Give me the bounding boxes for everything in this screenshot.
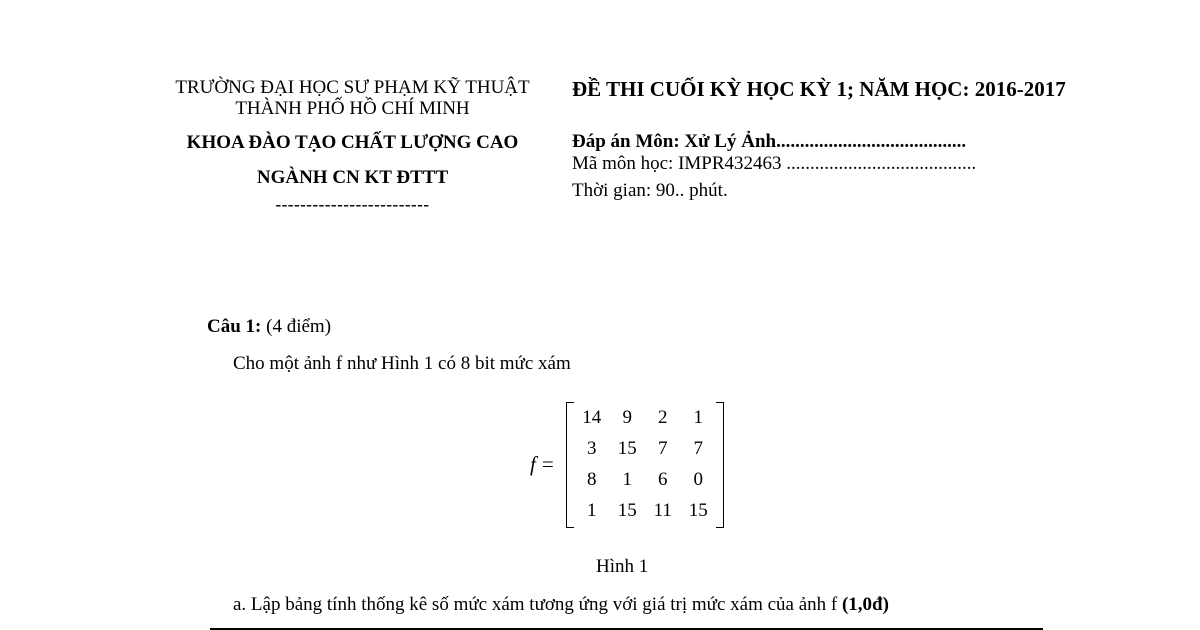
matrix-cell: 15 [617, 437, 637, 459]
answer-subject: Đáp án Môn: Xử Lý Ảnh........................................ [572, 131, 967, 152]
matrix-variable: f [530, 452, 536, 476]
left-header-block [150, 77, 555, 215]
question-number: Câu 1: [207, 316, 262, 337]
course-code: Mã môn học: IMPR432463 ........................................ [572, 153, 977, 174]
faculty-name: KHOA ĐÀO TẠO CHẤT LƯỢNG CAO [186, 132, 519, 153]
matrix-cell: 1 [693, 406, 703, 428]
matrix-right-bracket [716, 402, 724, 528]
matrix-cell: 7 [693, 437, 703, 459]
question-points: (4 điểm) [261, 316, 332, 337]
question-heading [207, 316, 331, 338]
matrix-cell: 2 [658, 406, 668, 428]
part-a-question [233, 594, 889, 616]
major-name: NGÀNH CN KT ĐTTT [256, 167, 449, 188]
matrix-cell: 15 [617, 499, 637, 521]
matrix-left-bracket [566, 402, 574, 528]
matrix-label [530, 452, 554, 477]
matrix-cell: 15 [688, 499, 708, 521]
school-name-line2: THÀNH PHỐ HỒ CHÍ MINH [235, 98, 470, 119]
matrix-cell: 8 [587, 468, 597, 490]
image-matrix [566, 402, 724, 526]
question-intro: Cho một ảnh f như Hình 1 có 8 bit mức xám [233, 353, 571, 374]
matrix-cell: 7 [658, 437, 668, 459]
matrix-equals: = [541, 452, 554, 476]
matrix-cell: 9 [622, 406, 632, 428]
part-a-text: a. Lập bảng tính thống kê số mức xám tương ứng với giá trị mức xám của ảnh f [233, 594, 842, 615]
header-dash-rule: ------------------------- [275, 195, 430, 214]
school-name-line1: TRƯỜNG ĐẠI HỌC SƯ PHẠM KỸ THUẬT [175, 77, 530, 98]
matrix-cell: 3 [587, 437, 597, 459]
figure-caption: Hình 1 [596, 556, 649, 577]
exam-title: ĐỀ THI CUỐI KỲ HỌC KỲ 1; NĂM HỌC: 2016-2017 [572, 77, 1066, 101]
matrix-cell: 1 [622, 468, 632, 490]
matrix-cell: 6 [658, 468, 668, 490]
part-a-points: (1,0đ) [841, 594, 889, 615]
matrix-grid [574, 402, 716, 526]
matrix-cell: 14 [582, 406, 602, 428]
matrix-cell: 1 [587, 499, 597, 521]
matrix-cell: 11 [653, 499, 672, 521]
matrix-cell: 0 [693, 468, 703, 490]
exam-duration: Thời gian: 90.. phút. [572, 180, 728, 201]
